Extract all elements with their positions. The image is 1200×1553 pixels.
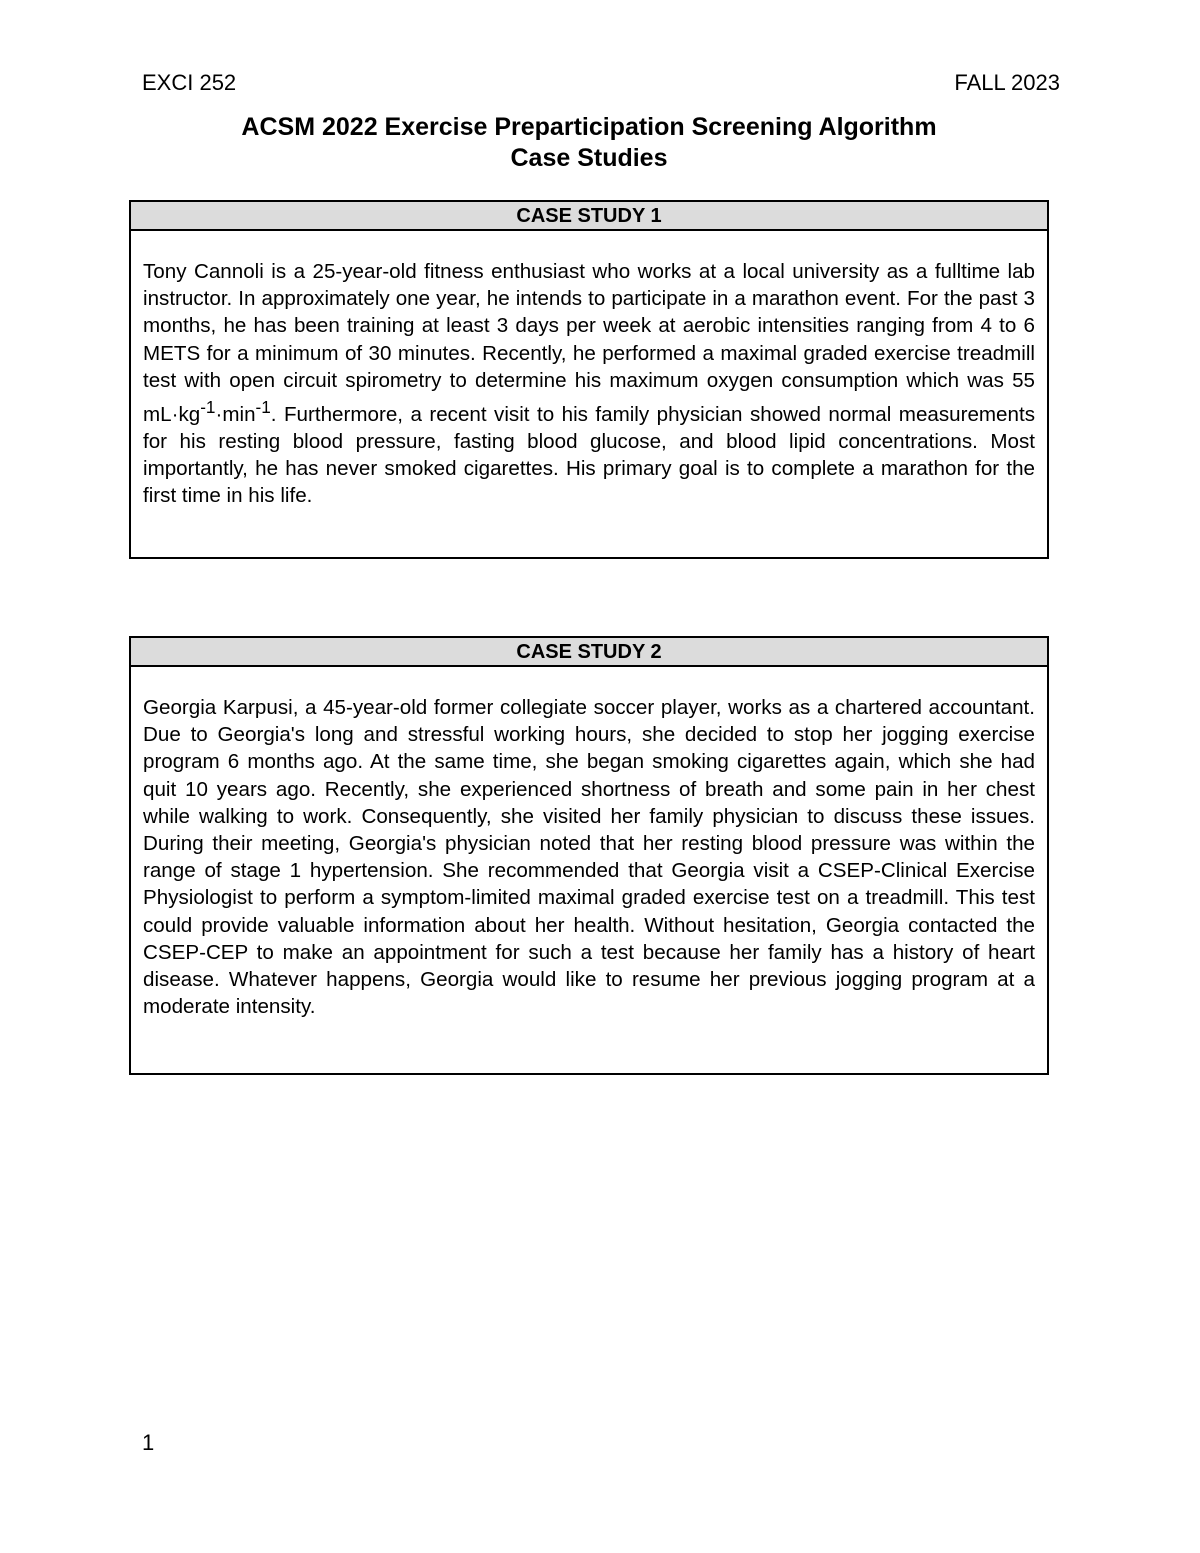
term-label: FALL 2023 <box>954 70 1060 95</box>
title-line-2: Case Studies <box>510 144 668 172</box>
course-code: EXCI 252 <box>142 70 237 95</box>
superscript-exponent: -1 <box>255 397 271 418</box>
case-study-1-text <box>131 231 1047 510</box>
case-study-1-heading: CASE STUDY 1 <box>131 202 1047 231</box>
case-study-1-text-part-3: . Furthermore, a recent visit to his family physician showed normal measurements for his resting blood pressure, fasting blood glucose, and blood lipid concentrations. Most importantly, he has never smoked cigarettes. His primary goal is to complete a marathon for the first time in his life. <box>143 402 1035 508</box>
case-study-1-box <box>129 200 1049 559</box>
document-title <box>130 112 1048 174</box>
case-study-2-text: Georgia Karpusi, a 45-year-old former collegiate soccer player, works as a chartered accountant. Due to Georgia's long and stressful working hours, she decided to stop her jogging exercise program 6 months ago. At the same time, she began smoking cigarettes again, which she had quit 10 years ago. Recently, she experienced shortness of breath and some pain in her chest while walking to work. Consequently, she visited her family physician to discuss these issues. During their meeting, Georgia's physician noted that her resting blood pressure was within the range of stage 1 hypertension. She recommended that Georgia visit a CSEP-Clinical Exercise Physiologist to perform a symptom-limited maximal graded exercise test on a treadmill. This test could provide valuable information about her health. Without hesitation, Georgia contacted the CSEP-CEP to make an appointment for such a test because her family has a history of heart disease. Whatever happens, Georgia would like to resume her previous jogging program at a moderate intensity. <box>143 696 1035 1019</box>
case-study-2-heading: CASE STUDY 2 <box>131 638 1047 667</box>
case-study-1-text-part-1: Tony Cannoli is a 25-year-old fitness enthusiast who works at a local university as a fulltime lab instructor. In approximately one year, he intends to participate in a marathon event. For the past 3 months, he has been training at least 3 days per week at aerobic intensities ranging from 4 to 6 METS for a minimum of 30 minutes. Recently, he performed a maximal graded exercise treadmill test with open circuit spirometry to determine his maximum oxygen consumption which was 55 mL·kg <box>143 260 1035 426</box>
title-line-1: ACSM 2022 Exercise Preparticipation Screening Algorithm <box>241 113 937 141</box>
superscript-exponent: -1 <box>200 397 216 418</box>
case-study-2-box <box>129 636 1049 1075</box>
page-header <box>142 70 1060 100</box>
page-number: 1 <box>142 1430 155 1455</box>
case-study-1-text-part-2: ·min <box>215 402 256 426</box>
